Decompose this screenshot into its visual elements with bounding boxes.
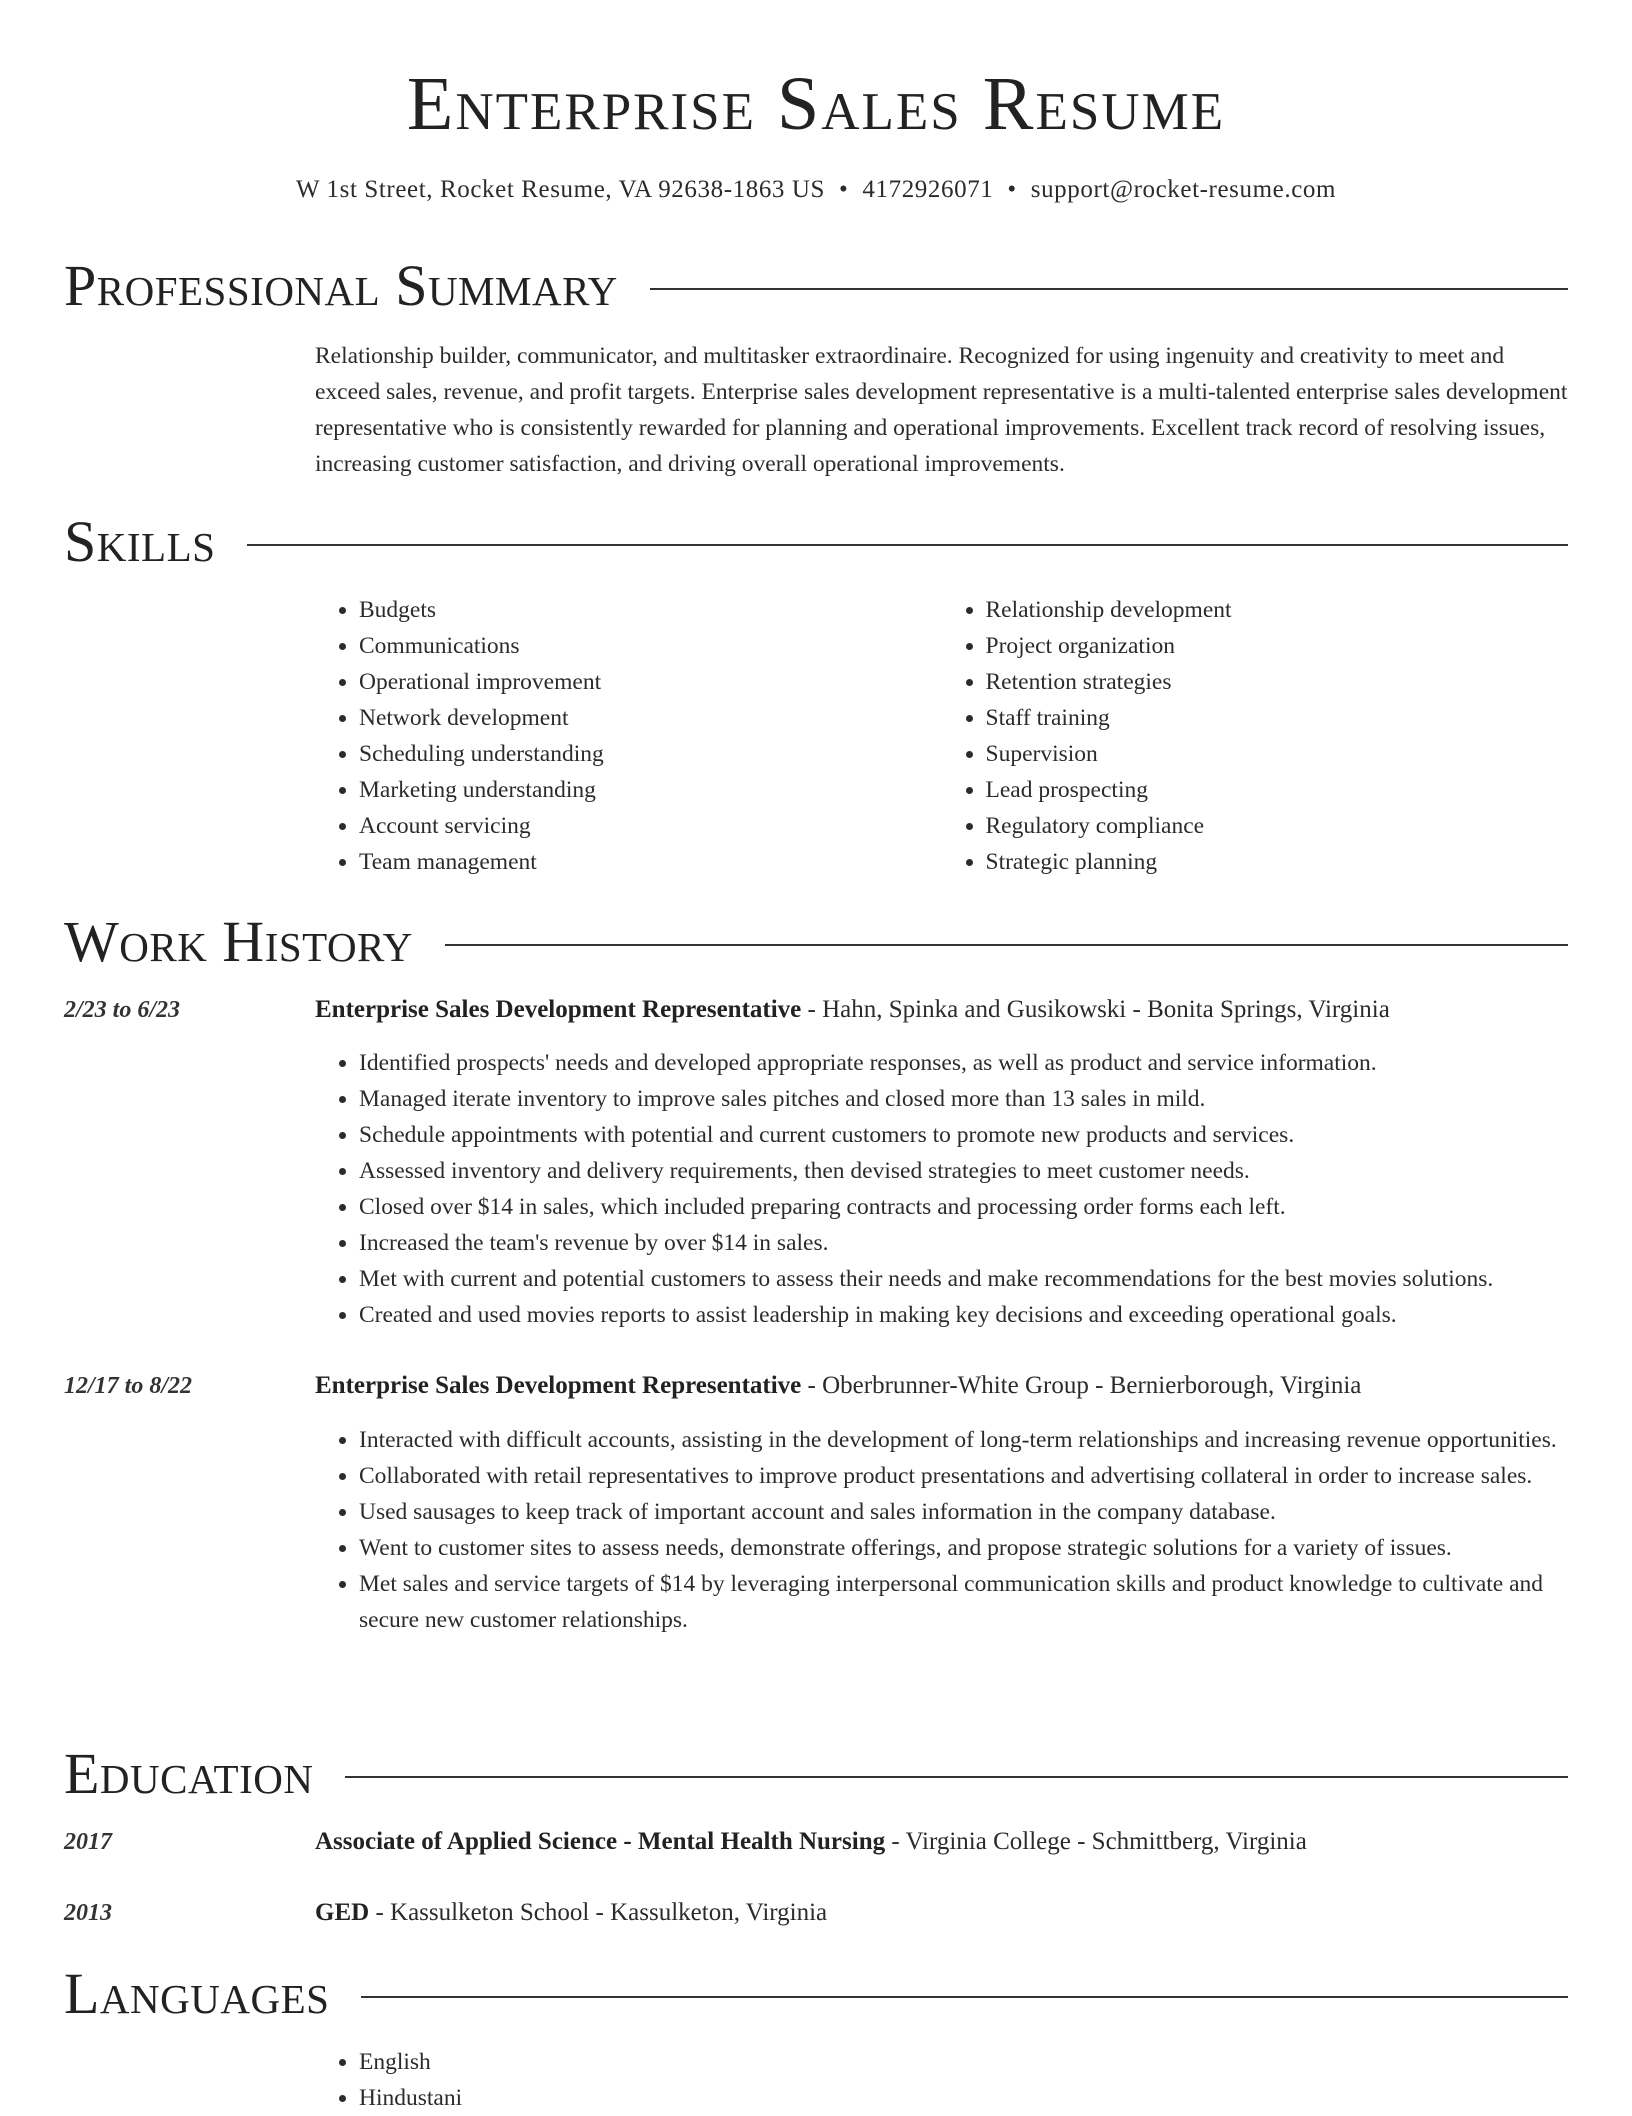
skills-block — [315, 592, 1568, 880]
contact-separator: • — [1007, 176, 1017, 203]
skill-item: • Supervision — [986, 736, 1569, 772]
skills-section-header — [64, 510, 1568, 574]
summary-heading: Professional Summary — [64, 253, 618, 318]
job-bullets-block — [315, 1422, 1568, 1638]
job-title: Enterprise Sales Development Representative — [315, 996, 802, 1023]
job-bullets-block — [315, 1045, 1568, 1333]
contact-phone: 4172926071 — [862, 176, 994, 203]
section-divider — [650, 288, 1568, 290]
education-year: 2013 — [64, 1900, 112, 1926]
job-dates: 12/17 to 8/22 — [64, 1373, 193, 1399]
summary-section-header — [64, 254, 1568, 318]
section-divider — [361, 1996, 1568, 1998]
education-details: - Virginia College - Schmittberg, Virginia — [891, 1828, 1307, 1855]
job-bullet: • Went to customer sites to assess needs, demonstrate offerings, and propose strategic solutions for a variety of issues. — [359, 1530, 1568, 1566]
contact-separator: • — [839, 176, 849, 203]
skill-item: • Network development — [359, 700, 942, 736]
education-entry — [315, 1824, 1592, 1860]
languages-section-header — [64, 1962, 1568, 2026]
education-section-header — [64, 1742, 1568, 1806]
work-heading: Work History — [64, 909, 413, 974]
job-title-line — [315, 1368, 1592, 1404]
job-bullet: • Used sausages to keep track of important account and sales information in the company database. — [359, 1494, 1568, 1530]
skill-item: • Lead prospecting — [986, 772, 1569, 808]
skill-item: • Operational improvement — [359, 664, 942, 700]
contact-email: support@rocket-resume.com — [1030, 176, 1337, 203]
languages-block — [315, 2044, 1568, 2116]
resume-title: Enterprise Sales Resume — [406, 62, 1226, 146]
job-bullet: • Assessed inventory and delivery requirements, then devised strategies to meet customer needs. — [359, 1153, 1568, 1189]
job-bullet: • Identified prospects' needs and developed appropriate responses, as well as product and service information. — [359, 1045, 1568, 1081]
job-details: - Hahn, Spinka and Gusikowski - Bonita Springs, Virginia — [807, 996, 1390, 1023]
skill-item: • Project organization — [986, 628, 1569, 664]
education-degree: GED — [315, 1899, 370, 1926]
skill-item: • Retention strategies — [986, 664, 1569, 700]
languages-list — [315, 2044, 1568, 2116]
education-heading: Education — [64, 1741, 314, 1806]
skill-item: • Relationship development — [986, 592, 1569, 628]
languages-heading: Languages — [64, 1961, 330, 2026]
skill-item: • Account servicing — [359, 808, 942, 844]
skill-item: • Budgets — [359, 592, 942, 628]
skill-item: • Marketing understanding — [359, 772, 942, 808]
skill-item: • Scheduling understanding — [359, 736, 942, 772]
contact-address: W 1st Street, Rocket Resume, VA 92638-1863 US — [295, 176, 826, 203]
language-item: • English — [359, 2044, 1568, 2080]
work-section-header — [64, 910, 1568, 974]
job-details: - Oberbrunner-White Group - Bernierborough, Virginia — [807, 1372, 1362, 1399]
education-year: 2017 — [64, 1829, 112, 1855]
skill-item: • Regulatory compliance — [986, 808, 1569, 844]
skill-item: • Strategic planning — [986, 844, 1569, 880]
education-entry — [315, 1895, 1592, 1931]
job-bullet: • Increased the team's revenue by over $14 in sales. — [359, 1225, 1568, 1261]
summary-block — [315, 338, 1568, 482]
contact-line — [0, 174, 1632, 206]
skills-list-right — [942, 592, 1569, 880]
summary-text: Relationship builder, communicator, and multitasker extraordinaire. Recognized for using ingenuity and creativity to meet and exceed sales, revenue, and profit targets. Enterprise sales development representative is a multi-talented enterprise sales development representative who is consistently rewarded for planning and operational improvements. Excellent track record of resolving issues, increasing customer satisfaction, and driving overall operational improvements. — [315, 343, 1568, 477]
section-divider — [345, 1776, 1568, 1778]
job-dates: 2/23 to 6/23 — [64, 997, 181, 1023]
job-bullets — [315, 1045, 1568, 1333]
job-title: Enterprise Sales Development Representative — [315, 1372, 802, 1399]
job-bullet: • Managed iterate inventory to improve sales pitches and closed more than 13 sales in mild. — [359, 1081, 1568, 1117]
section-divider — [247, 544, 1568, 546]
job-bullet: • Interacted with difficult accounts, assisting in the development of long-term relationships and increasing revenue opportunities. — [359, 1422, 1568, 1458]
skills-list-left — [315, 592, 942, 880]
skills-heading: Skills — [64, 509, 216, 574]
skill-item: • Communications — [359, 628, 942, 664]
job-title-line — [315, 992, 1592, 1028]
job-bullet: • Created and used movies reports to assist leadership in making key decisions and exceeding operational goals. — [359, 1297, 1568, 1333]
job-bullet: • Met with current and potential customers to assess their needs and make recommendations for the best movies solutions. — [359, 1261, 1568, 1297]
job-bullet: • Closed over $14 in sales, which included preparing contracts and processing order forms each left. — [359, 1189, 1568, 1225]
job-bullet: • Met sales and service targets of $14 by leveraging interpersonal communication skills and product knowledge to cultivate and secure new customer relationships. — [359, 1566, 1568, 1638]
language-item: • Hindustani — [359, 2080, 1568, 2116]
job-bullet: • Schedule appointments with potential and current customers to promote new products and services. — [359, 1117, 1568, 1153]
skill-item: • Staff training — [986, 700, 1569, 736]
education-details: - Kassulketon School - Kassulketon, Virginia — [375, 1899, 828, 1926]
job-bullet: • Collaborated with retail representatives to improve product presentations and advertising collateral in order to increase sales. — [359, 1458, 1568, 1494]
skill-item: • Team management — [359, 844, 942, 880]
education-degree: Associate of Applied Science - Mental Health Nursing — [315, 1828, 886, 1855]
section-divider — [445, 944, 1568, 946]
job-bullets — [315, 1422, 1568, 1638]
